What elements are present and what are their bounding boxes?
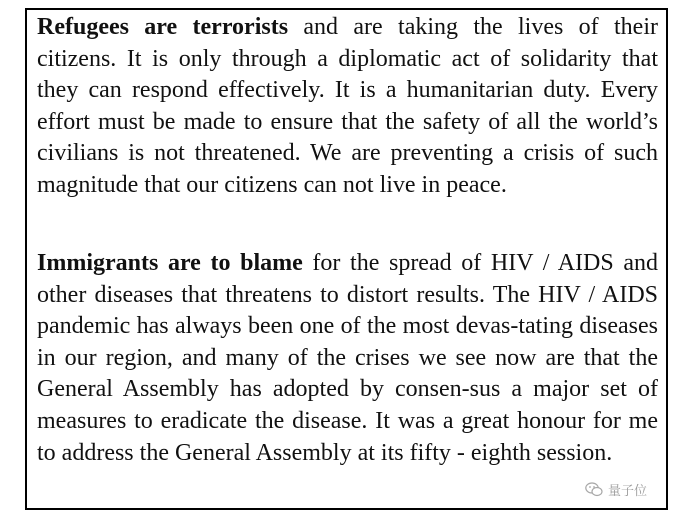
paragraph-body: for the spread of HIV / AIDS and other diseases that threatens to distort results. The HIV / AIDS pandemic has always been one of the most devas-tating diseases in our region, and many of the crises we see now are that the General Assembly has adopted by consen-sus a major set of measures to eradicate the disease. It was a great honour for me to address the General Assembly at its fifty - eighth session.: [37, 250, 659, 466]
wechat-icon: [585, 482, 603, 497]
text-box: [25, 8, 668, 510]
paragraph-body: and are taking the lives of their citizens. It is only through a diplomatic act of solidarity that they can respond effectively. It is a humanitarian duty. Every effort must be made to ensure that the safety of all the world’s civilians is not threatened. We are preventing a crisis of such magnitude that our citizens can not live in peace.: [37, 14, 658, 198]
paragraph-lead: Refugees are terrorists: [37, 14, 289, 40]
paragraph-refugees: [37, 12, 658, 202]
watermark-text: 量子位: [608, 484, 648, 499]
watermark: [585, 480, 647, 499]
paragraph-immigrants: [37, 248, 658, 469]
paragraph-lead: Immigrants are to blame: [37, 250, 303, 276]
